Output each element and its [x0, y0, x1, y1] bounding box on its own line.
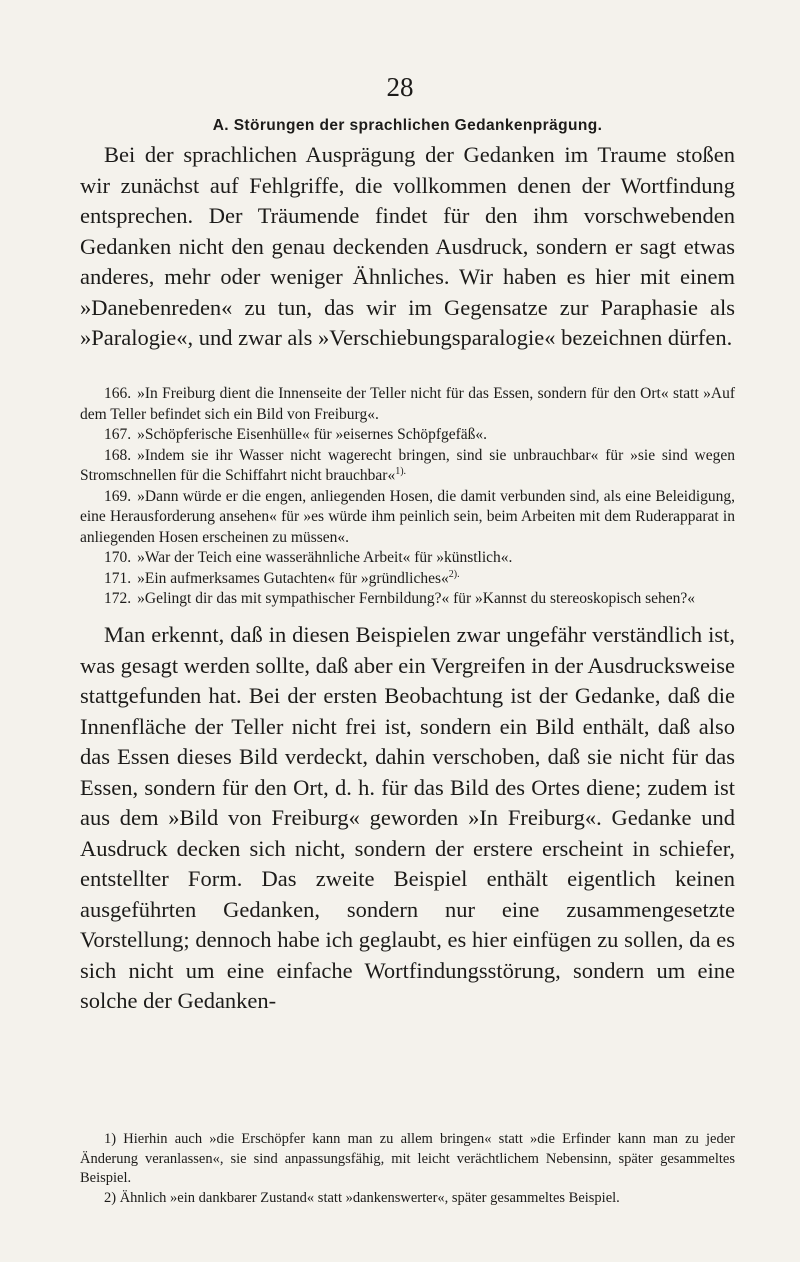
example-text: »Indem sie ihr Wasser nicht wagerecht bringen, sind sie unbrauchbar« für »sie sind wegen Stromschnellen für die Schiffahrt nicht brauchbar« [80, 446, 735, 484]
example-number: 170. [104, 549, 132, 566]
example-text: »Gelingt dir das mit sympathischer Fernbildung?« für »Kannst du stereoskopisch sehen?« [137, 590, 696, 607]
example-text: »In Freiburg dient die Innenseite der Teller nicht für das Essen, sondern für den Ort« statt »Auf dem Teller befindet sich ein Bild von Freiburg«. [80, 385, 735, 423]
example-number: 166. [104, 385, 132, 402]
footnote-2: 2) Ähnlich »ein dankbarer Zustand« statt »dankenswerter«, später gesammeltes Beispiel. [104, 1189, 620, 1206]
example-168 [80, 446, 735, 487]
intro-paragraph: Bei der sprachlichen Ausprägung der Gedanken im Traume stoßen wir zunächst auf Fehlgriffe, die vollkommen denen der Wortfindung entsprechen. Der Träumende findet für den ihm vorschwebenden Gedanken nicht den genau deckenden Ausdruck, sondern er sagt etwas anderes, mehr oder weniger Ähnliches. Wir haben es hier mit einem »Danebenreden« zu tun, das wir im Gegensatze zur Paraphasie als »Paralogie«, und zwar als »Verschiebungsparalogie« bezeichnen dürfen. [80, 142, 735, 350]
example-text: »Dann würde er die engen, anliegenden Hosen, die damit verbunden sind, als eine Beleidigung, eine Herausforderung ansehen« für »es würde ihm peinlich sein, beim Arbeiten mit dem Ruderapparat in anliegenden Hosen erscheinen zu müssen«. [80, 487, 735, 546]
footnote-1: 1) Hierhin auch »die Erschöpfer kann man zu allem bringen« statt »die Erfinder kann man zu jeder Änderung veranlassen«, sie sind anpassungsfähig, mit leicht verächtlichem Nebensinn, später gesammeltes Beispiel. [80, 1131, 735, 1186]
example-number: 168. [104, 446, 132, 464]
example-169 [80, 487, 735, 549]
example-172 [80, 589, 735, 610]
example-171 [80, 569, 735, 590]
footnote-ref: 2). [448, 568, 460, 580]
example-text: »Ein aufmerksames Gutachten« für »gründliches« [137, 569, 449, 587]
page-number: 28 [386, 72, 414, 102]
example-number: 167. [104, 426, 132, 443]
analysis-paragraph: Man erkennt, daß in diesen Beispielen zwar ungefähr verständlich ist, was gesagt werden sollte, daß aber ein Vergreifen in der Ausdrucksweise stattgefunden hat. Bei der ersten Beobachtung ist der Gedanke, daß die Innenfläche der Teller nicht frei ist, sondern ein Bild enthält, daß also das Essen dieses Bild verdeckt, dahin verschoben, daß sie nicht für das Essen, sondern für den Ort, d. h. für das Bild des Ortes diene; zudem ist aus dem »Bild von Freiburg« geworden »In Freiburg«. Gedanke und Ausdruck decken sich nicht, sondern der erstere erscheint in schiefer, entstellter Form. Das zweite Beispiel enthält eigentlich keinen ausgeführten Gedanken, sondern nur eine zusammengesetzte Vorstellung; dennoch habe ich geglaubt, es hier einfügen zu sollen, da es sich nicht um eine einfache Wortfindungsstörung, sondern um eine solche der Gedanken- [80, 622, 735, 1013]
example-166 [80, 384, 735, 425]
section-heading: A. Störungen der sprachlichen Gedankenprägung. [212, 117, 603, 134]
example-number: 171. [104, 569, 132, 587]
example-167 [80, 425, 735, 446]
footnote-ref: 1). [395, 465, 407, 477]
example-text: »Schöpferische Eisenhülle« für »eisernes Schöpfgefäß«. [137, 426, 488, 443]
examples-list [80, 384, 735, 610]
example-number: 169. [104, 487, 132, 505]
footnotes [80, 1130, 735, 1208]
example-170 [80, 548, 735, 569]
example-text: »War der Teich eine wasserähnliche Arbeit« für »künstlich«. [137, 549, 513, 566]
example-number: 172. [104, 590, 132, 607]
